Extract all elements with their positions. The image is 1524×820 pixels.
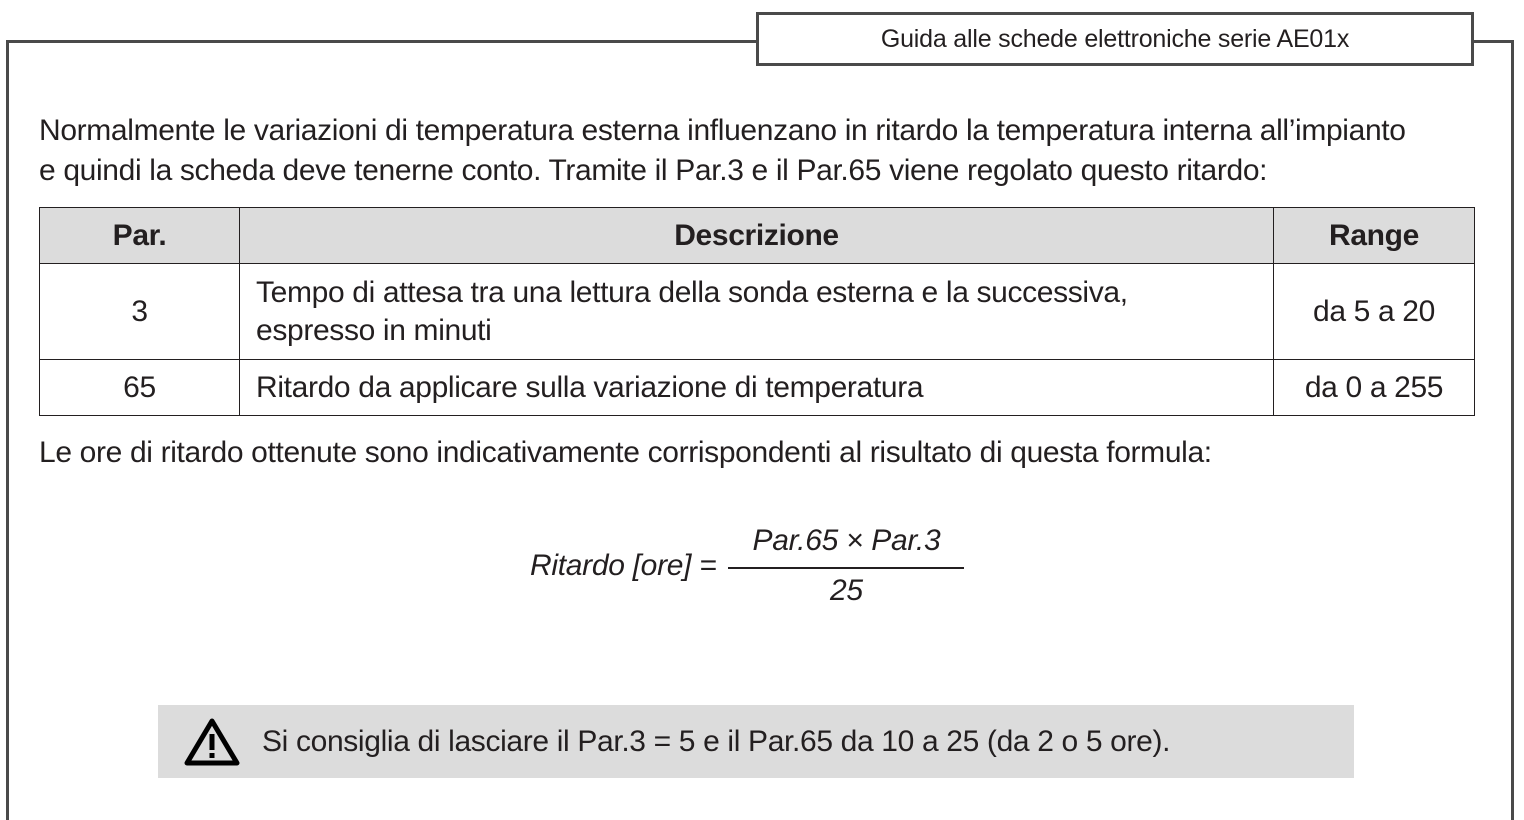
table-row <box>40 264 1475 360</box>
formula-denominator: 25 <box>830 573 863 607</box>
document-title: Guida alle schede elettroniche serie AE01x <box>880 24 1350 53</box>
note-text: Si consiglia di lasciare il Par.3 = 5 e il Par.65 da 10 a 25 (da 2 o 5 ore). <box>262 724 1171 758</box>
column-header-range: Range <box>1274 208 1475 264</box>
column-header-par: Par. <box>40 208 240 264</box>
warning-triangle-icon <box>184 718 240 766</box>
formula-lhs: Ritardo [ore] = <box>530 549 717 582</box>
recommendation-note <box>158 705 1354 778</box>
par-cell: 65 <box>40 360 240 416</box>
column-header-descrizione: Descrizione <box>240 208 1274 264</box>
intro-line-2: e quindi la scheda deve tenerne conto. Tramite il Par.3 e il Par.65 viene regolato questo ritardo: <box>39 154 1268 187</box>
delay-formula <box>530 520 964 612</box>
intro-line-1: Normalmente le variazioni di temperatura esterna influenzano in ritardo la temperatura interna all’impianto <box>39 114 1406 147</box>
description-line: Ritardo da applicare sulla variazione di temperatura <box>256 370 924 404</box>
formula-fraction <box>728 523 964 609</box>
range-cell: da 0 a 255 <box>1274 360 1475 416</box>
range-cell: da 5 a 20 <box>1274 264 1475 360</box>
formula-intro-text: Le ore di ritardo ottenute sono indicativamente corrispondenti al risultato di questa formula: <box>39 436 1212 469</box>
description-line: espresso in minuti <box>256 313 492 347</box>
description-line: Tempo di attesa tra una lettura della sonda esterna e la successiva, <box>256 275 1128 309</box>
document-header <box>756 12 1474 66</box>
description-cell <box>240 264 1274 360</box>
par-cell: 3 <box>40 264 240 360</box>
formula-numerator: Par.65 × Par.3 <box>752 524 941 558</box>
intro-paragraph <box>39 111 1499 191</box>
parameters-table <box>39 207 1475 416</box>
table-row <box>40 360 1475 416</box>
description-cell <box>240 360 1274 416</box>
table-header-row <box>40 208 1475 264</box>
